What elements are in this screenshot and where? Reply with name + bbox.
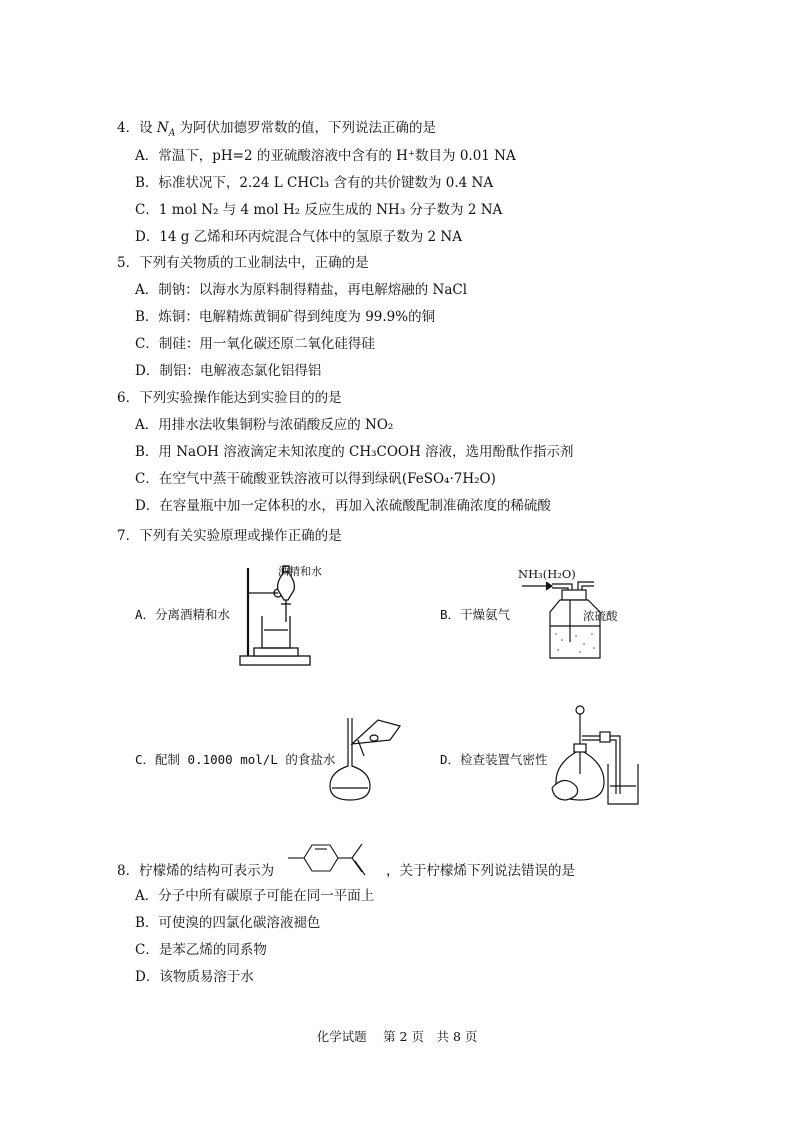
- question-8-option-a: A．分子中所有碳原子可能在同一平面上: [135, 888, 375, 904]
- figure-airtightness-check: [546, 704, 656, 808]
- question-4-option-d: D．14 g 乙烯和环丙烷混合气体中的氢原子数为 2 NA: [135, 229, 462, 245]
- question-6-option-d: D．在容量瓶中加一定体积的水，再加入浓硫酸配制准确浓度的稀硫酸: [135, 498, 551, 514]
- question-5-option-a: A．制钠：以海水为原料制得精盐，再电解熔融的 NaCl: [135, 282, 468, 298]
- question-7-option-d: D．检查装置气密性: [440, 752, 548, 767]
- question-4-option-c: C．1 mol N₂ 与 4 mol H₂ 反应生成的 NH₃ 分子数为 2 NA: [135, 202, 503, 218]
- question-6-option-a: A．用排水法收集铜粉与浓硝酸反应的 NO₂: [135, 417, 394, 433]
- page-footer: 化学试题 第 2 页 共 8 页: [316, 1029, 478, 1044]
- figure-volumetric-flask: [326, 710, 406, 802]
- question-7-option-c: C．配制 0.1000 mol/L 的食盐水: [135, 752, 336, 767]
- figure-b-gas-label: NH₃(H₂O): [518, 567, 576, 581]
- question-7-stem: 7．下列有关实验原理或操作正确的是: [117, 528, 342, 544]
- question-7-option-b: B．干燥氨气: [440, 607, 511, 622]
- question-8-stem-pre: 8．柠檬烯的结构可表示为: [117, 863, 275, 879]
- question-6-stem: 6．下列实验操作能达到实验目的的是: [117, 390, 342, 406]
- question-4-option-b: B．标准状况下，2.24 L CHCl₃ 含有的共价键数为 0.4 NA: [135, 175, 494, 191]
- question-8-stem-post: ，关于柠檬烯下列说法错误的是: [386, 863, 575, 879]
- question-5-option-b: B．炼铜：电解精炼黄铜矿得到纯度为 99.9%的铜: [135, 309, 436, 325]
- figure-limonene-structure: [286, 840, 382, 876]
- question-4-stem: [117, 119, 436, 143]
- question-6-option-c: C．在空气中蒸干硫酸亚铁溶液可以得到绿矾(FeSO₄·7H₂O): [135, 471, 496, 487]
- question-8-option-c: C．是苯乙烯的同系物: [135, 942, 267, 958]
- question-7-option-a: A．分离酒精和水: [135, 607, 231, 622]
- figure-a-label: 酒精和水: [278, 565, 322, 578]
- question-4-stem-post: 为阿伏加德罗常数的值，下列说法正确的是: [175, 120, 436, 136]
- question-8-option-b: B．可使溴的四氯化碳溶液褪色: [135, 915, 321, 931]
- question-4-stem-pre: 4．设: [117, 120, 157, 136]
- avogadro-subscript: A: [168, 128, 176, 139]
- question-6-option-b: B．用 NaOH 溶液滴定未知浓度的 CH₃COOH 溶液，选用酚酞作指示剂: [135, 444, 574, 460]
- question-8-option-d: D．该物质易溶于水: [135, 969, 254, 985]
- question-5-option-d: D．制铝：电解液态氯化铝得铝: [135, 363, 322, 379]
- figure-b-acid-label: 浓硫酸: [583, 609, 618, 623]
- avogadro-symbol: N: [156, 120, 169, 136]
- question-4-option-a: A．常温下，pH=2 的亚硫酸溶液中含有的 H⁺数目为 0.01 NA: [135, 148, 516, 164]
- question-5-stem: 5．下列有关物质的工业制法中，正确的是: [117, 255, 369, 271]
- question-5-option-c: C．制硅：用一氧化碳还原二氧化硅得硅: [135, 336, 375, 352]
